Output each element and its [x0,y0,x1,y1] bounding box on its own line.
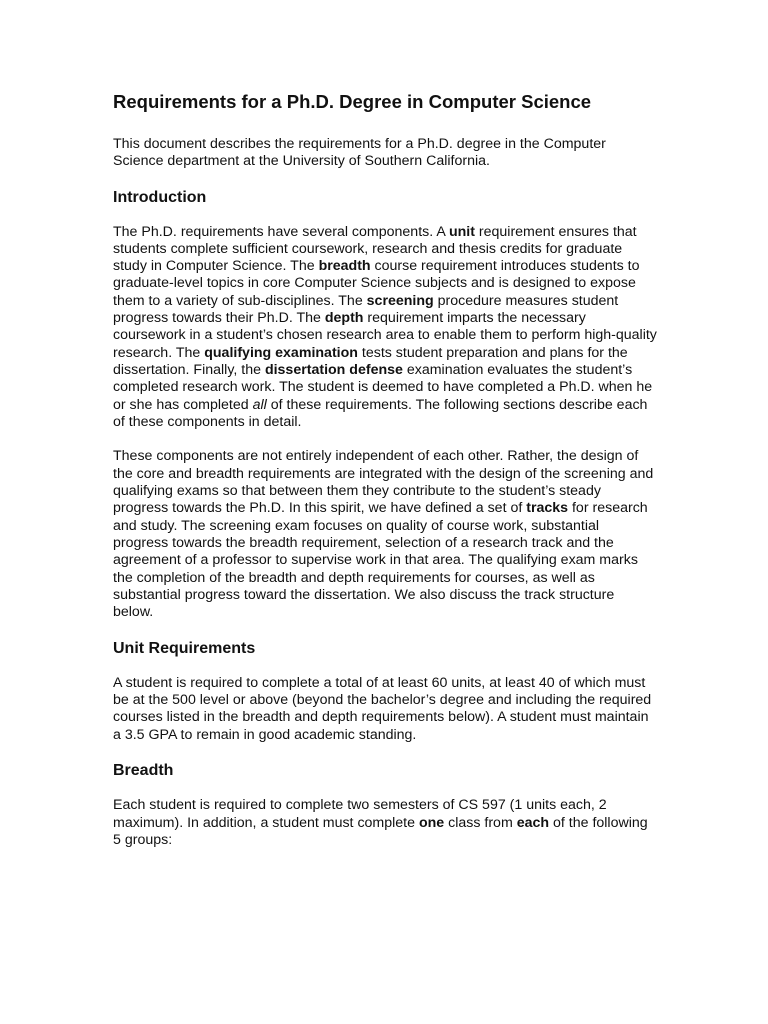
text-run: examination evaluates the student’s completed research work. The student is deemed to have completed a Ph.D. when he or she has completed [113,361,653,413]
term-one: one [418,814,445,831]
term-qualifying-examination: qualifying examination [204,344,358,361]
document-page [113,90,658,866]
breadth-paragraph [113,797,658,849]
term-each: each [516,814,550,831]
introduction-paragraph-2 [113,448,658,621]
text-run: requirement imparts the necessary coursework in a student’s chosen research area to enable them to perform high-quality research. The [113,310,657,361]
text-run: of these requirements. The following sections describe each of these components in detail. [113,396,648,430]
term-tracks: tracks [526,500,569,517]
term-unit: unit [448,223,475,240]
text-run: class from [444,814,517,831]
text-run: Each student is required to complete two semesters of CS 597 (1 units each, 2 maximum). In addition, a student must complete [113,797,607,831]
emphasis-all: all [252,396,267,413]
text-run: These components are not entirely independent of each other. Rather, the design of the core and breadth requirements are integrated with the design of the screening and qualifying exams so that between them they contribute to the student’s steady progress towards the Ph.D. In this spirit, we have defined a set of [113,448,654,517]
term-depth: depth [324,310,364,327]
text-run: tests student preparation and plans for the dissertation. Finally, the [113,344,628,378]
text-run: The Ph.D. requirements have several components. A [113,223,449,240]
term-dissertation-defense: dissertation defense [264,361,403,378]
text-run: requirement ensures that students complete sufficient coursework, research and thesis credits for graduate study in Computer Science. The [113,223,637,275]
text-run: of the following 5 groups: [113,814,648,848]
text-run: for research and study. The screening exam focuses on quality of course work, substantial progress towards the breadth requirement, selection of a research track and the agreement of a professor to supervise work in that area. The qualifying exam marks the completion of the breadth and depth requirements for courses, as well as substantial progress toward the dissertation. We also discuss the track structure below. [113,500,648,621]
breadth-heading: Breadth [113,762,174,780]
term-screening: screening [366,292,434,309]
term-breadth: breadth [318,258,371,275]
introduction-paragraph-1 [113,224,658,432]
unit-requirements-paragraph: A student is required to complete a total of at least 60 units, at least 40 of which must be at the 500 level or above (beyond the bachelor’s degree and including the required courses listed in the breadth and depth requirements below). A student must maintain a 3.5 GPA to remain in good academic standing. [113,674,652,743]
unit-requirements-heading: Unit Requirements [113,639,256,657]
document-title: Requirements for a Ph.D. Degree in Computer Science [113,91,592,112]
introduction-heading: Introduction [113,188,207,206]
intro-paragraph: This document describes the requirements for a Ph.D. degree in the Computer Science department at the University of Southern California. [113,136,606,170]
text-run: procedure measures student progress towards their Ph.D. The [113,292,619,327]
text-run: course requirement introduces students to graduate-level topics in core Computer Science subjects and is designed to expose them to a variety of sub-disciplines. The [113,258,640,309]
